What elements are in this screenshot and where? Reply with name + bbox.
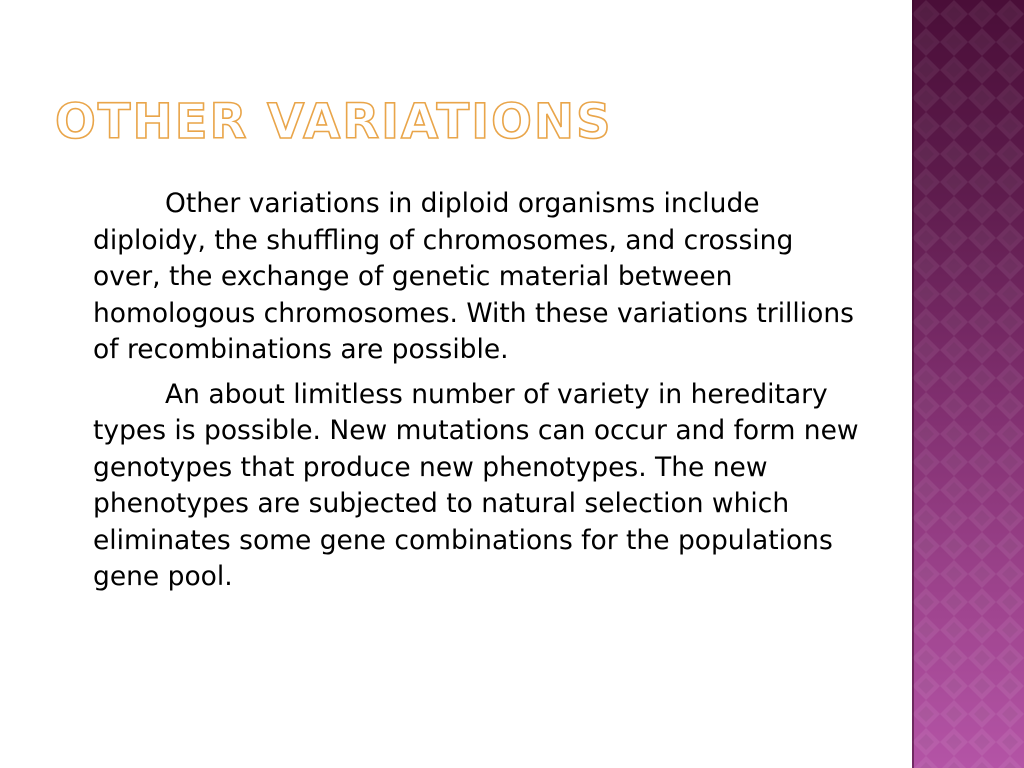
- slide-title: OTHER VARIATIONS: [55, 94, 613, 150]
- slide-body: [93, 186, 863, 604]
- decorative-side-band: [912, 0, 1024, 768]
- body-paragraph-2: An about limitless number of variety in hereditary types is possible. New mutations can occur and form new genotypes that produce new phenotypes. The new phenotypes are subjected to natural selection which eliminates some gene combinations for the populations gene pool.: [93, 378, 859, 592]
- side-band-edge: [912, 0, 914, 768]
- diamond-pattern: [912, 0, 1024, 768]
- body-paragraph-1: Other variations in diploid organisms include diploidy, the shuffling of chromosomes, and crossing over, the exchange of genetic material between homologous chromosomes. With these variations trillions of recombinations are possible.: [93, 188, 854, 365]
